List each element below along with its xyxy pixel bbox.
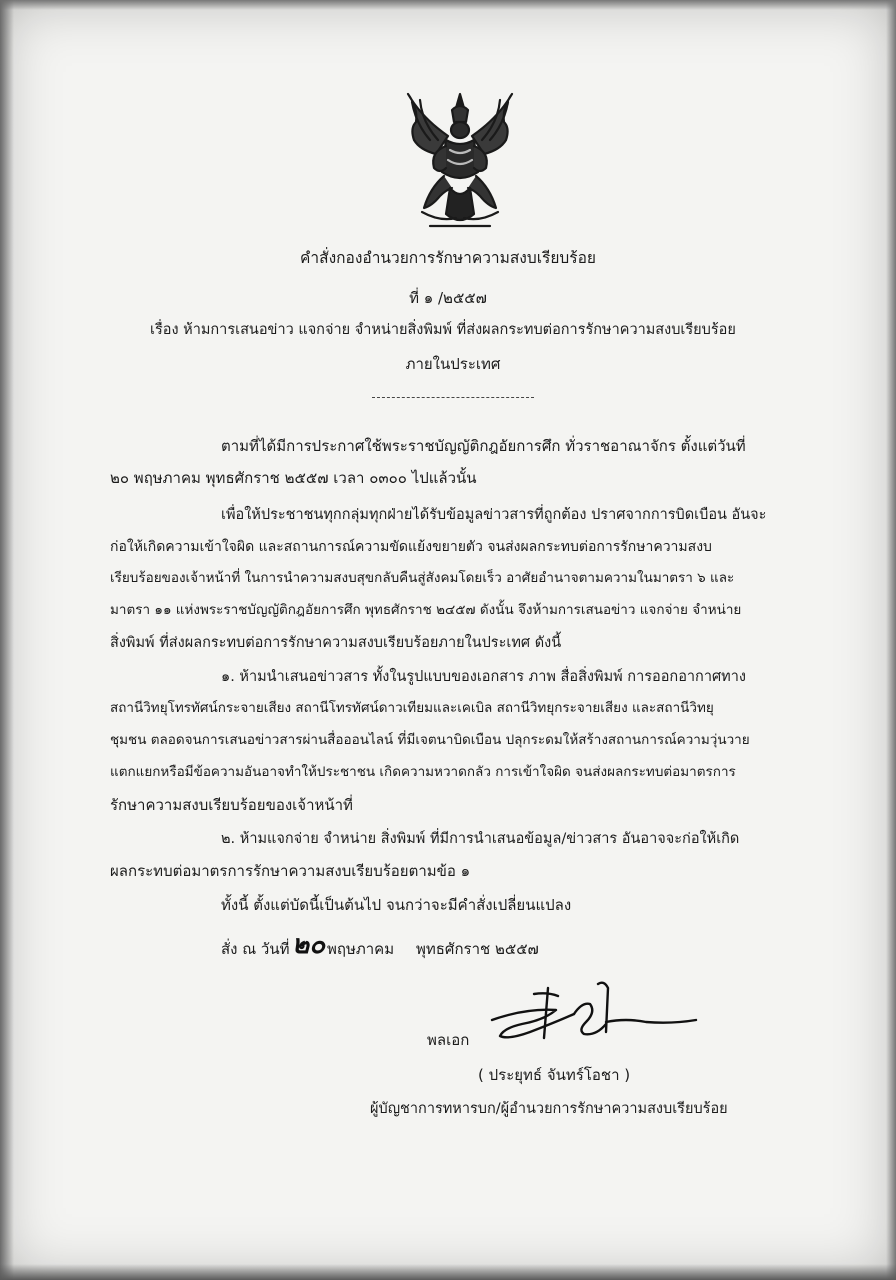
order-title: คำสั่งกองอำนวยการรักษาความสงบเรียบร้อย	[300, 249, 596, 267]
scan-shadow-bottom	[0, 1264, 896, 1280]
order-date-month: พฤษภาคม	[327, 940, 395, 958]
paragraph-1-line: ตามที่ได้มีการประกาศใช้พระราชบัญญัติกฎอัยการศึก ทั่วราชอาณาจักร ตั้งแต่วันที่	[221, 437, 746, 455]
signatory-rank: พลเอก	[427, 1031, 470, 1049]
header-separator	[372, 397, 534, 398]
paragraph-2-line: เรียบร้อยของเจ้าหน้าที่ ในการนำความสงบสุขกลับคืนสู่สังคมโดยเร็ว อาศัยอำนาจตามความในมาตรา ๖ และ	[110, 570, 735, 586]
item-1-line: ชุมชน ตลอดจนการเสนอข่าวสารผ่านสื่อออนไลน์ ที่มีเจตนาบิดเบือน ปลุกระดมให้สร้างสถานการณ์ความวุ่นวาย	[110, 732, 750, 748]
order-number: ที่ ๑ /๒๕๕๗	[409, 289, 487, 307]
paragraph-2-line: สิ่งพิมพ์ ที่ส่งผลกระทบต่อการรักษาความสงบเรียบร้อยภายในประเทศ ดังนี้	[110, 635, 562, 651]
scan-shadow-top	[0, 0, 896, 10]
garuda-emblem-icon	[400, 88, 520, 236]
scan-shadow-left	[0, 0, 14, 1280]
paragraph-2-line: ก่อให้เกิดความเข้าใจผิด และสถานการณ์ความขัดแย้งขยายตัว จนส่งผลกระทบต่อการรักษาความสงบ	[110, 539, 712, 555]
paragraph-1-line: ๒๐ พฤษภาคม พุทธศักราช ๒๕๕๗ เวลา ๐๓๐๐ ไปแล้วนั้น	[110, 469, 477, 487]
paragraph-2-line: มาตรา ๑๑ แห่งพระราชบัญญัติกฎอัยการศึก พุทธศักราช ๒๔๕๗ ดังนั้น จึงห้ามการเสนอข่าว แจกจ่าย จำหน่าย	[110, 602, 742, 618]
signatory-name: ( ประยุทธ์ จันทร์โอชา )	[478, 1066, 631, 1084]
paragraph-2-line: เพื่อให้ประชาชนทุกกลุ่มทุกฝ่ายได้รับข้อมูลข่าวสารที่ถูกต้อง ปราศจากการบิดเบือน อันจะ	[221, 507, 767, 523]
item-1-line: รักษาความสงบเรียบร้อยของเจ้าหน้าที่	[110, 796, 353, 814]
item-1-line: สถานีวิทยุโทรทัศน์กระจายเสียง สถานีโทรทัศน์ดาวเทียมและเคเบิล สถานีวิทยุกระจายเสียง และสถานีวิทยุ	[110, 700, 714, 716]
scan-shadow-right	[886, 0, 896, 1280]
order-subject: เรื่อง ห้ามการเสนอข่าว แจกจ่าย จำหน่ายสิ่งพิมพ์ ที่ส่งผลกระทบต่อการรักษาความสงบเรียบร้อย	[150, 322, 736, 338]
signatory-position: ผู้บัญชาการทหารบก/ผู้อำนวยการรักษาความสงบเรียบร้อย	[370, 1101, 728, 1117]
item-1-line: ๑. ห้ามนำเสนอข่าวสาร ทั้งในรูปแบบของเอกสาร ภาพ สื่อสิ่งพิมพ์ การออกอากาศทาง	[221, 669, 746, 685]
order-date-prefix: สั่ง ณ วันที่	[221, 940, 290, 958]
closing-statement: ทั้งนี้ ตั้งแต่บัดนี้เป็นต้นไป จนกว่าจะมีคำสั่งเปลี่ยนแปลง	[221, 896, 572, 914]
item-2-line: ๒. ห้ามแจกจ่าย จำหน่าย สิ่งพิมพ์ ที่มีการนำเสนอข้อมูล/ข่าวสาร อันอาจจะก่อให้เกิด	[221, 831, 740, 847]
handwritten-signature	[486, 974, 698, 1058]
order-date-day: ๒๐	[292, 930, 326, 960]
item-2-line: ผลกระทบต่อมาตรการรักษาความสงบเรียบร้อยตามข้อ ๑	[110, 862, 471, 880]
item-1-line: แตกแยกหรือมีข้อความอันอาจทำให้ประชาชน เกิดความหวาดกลัว การเข้าใจผิด จนส่งผลกระทบต่อมาตรการ	[110, 764, 736, 780]
order-subject-continued: ภายในประเทศ	[405, 355, 501, 373]
order-date-year: พุทธศักราช ๒๕๕๗	[416, 940, 539, 958]
